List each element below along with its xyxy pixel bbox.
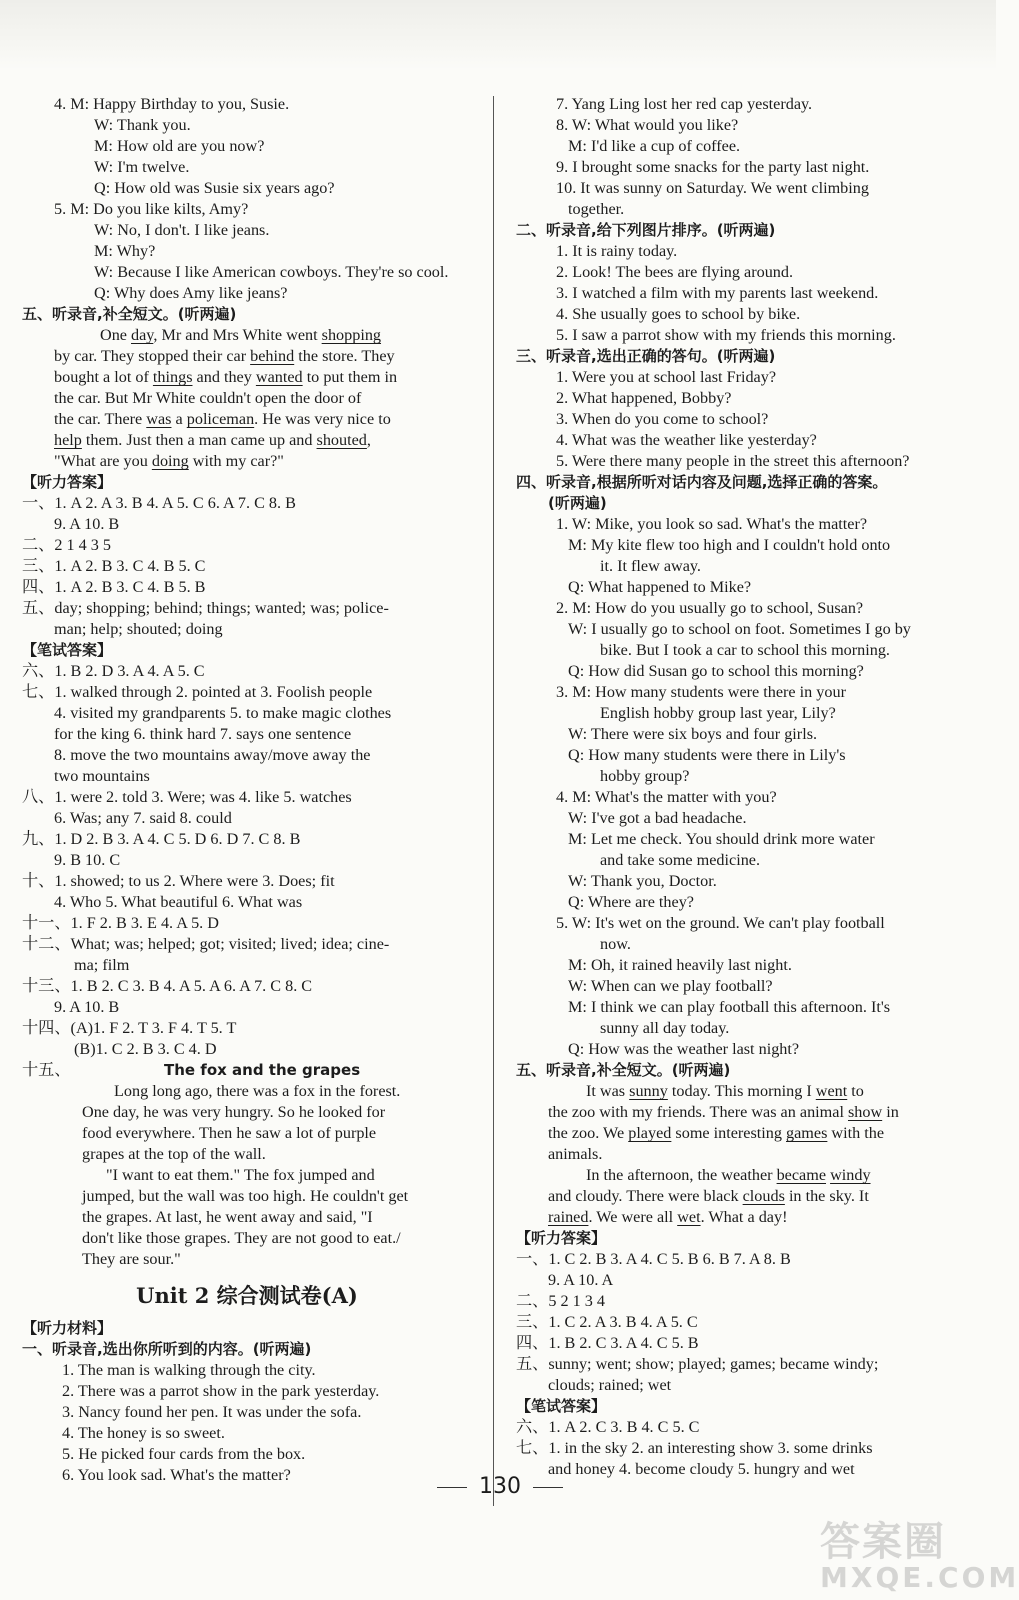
text-line: grapes at the top of the wall.: [82, 1145, 266, 1163]
answer-line: 9. A 10. B: [54, 515, 120, 533]
text-line: 7. Yang Ling lost her red cap yesterday.: [556, 95, 813, 113]
text-line: One day, he was very hungry. So he looked for: [82, 1103, 386, 1121]
text-line: 5. W: It's wet on the ground. We can't play football: [556, 914, 885, 932]
answer-line: 五、sunny; went; show; played; games; became windy;: [516, 1355, 879, 1373]
text-line: 2. Look! The bees are flying around.: [556, 263, 794, 281]
section-heading: 五、听录音,补全短文。(听两遍): [22, 305, 237, 323]
text-line: 2. There was a parrot show in the park yesterday.: [62, 1382, 380, 1400]
right-column: [516, 94, 978, 1480]
text-line: M: Oh, it rained heavily last night.: [568, 956, 792, 974]
section-heading: 【听力材料】: [22, 1319, 113, 1337]
text-line: hobby group?: [600, 767, 690, 785]
text-line: W: I've got a bad headache.: [568, 809, 747, 827]
text-line: W: When can we play football?: [568, 977, 773, 995]
answer-line: 六、1. A 2. C 3. B 4. C 5. C: [516, 1418, 700, 1436]
answer-line: 六、1. B 2. D 3. A 4. A 5. C: [22, 662, 205, 680]
text-line: Q: How old was Susie six years ago?: [94, 179, 335, 197]
text-line: M: I'd like a cup of coffee.: [568, 137, 741, 155]
text-line: 1. Were you at school last Friday?: [556, 368, 777, 386]
answer-line: 九、1. D 2. B 3. A 4. C 5. D 6. D 7. C 8. B: [22, 830, 301, 848]
text-line: Q: How many students were there in Lily's: [568, 746, 846, 764]
text-line: 2. M: How do you usually go to school, Susan?: [556, 599, 864, 617]
answer-line: 二、5 2 1 3 4: [516, 1292, 606, 1310]
text-line: 5. Were there many people in the street this afternoon?: [556, 452, 910, 470]
section-heading: 【听力答案】: [22, 473, 113, 491]
text-line: W: There were six boys and four girls.: [568, 725, 818, 743]
answer-line: 9. B 10. C: [54, 851, 121, 869]
dash-right: [533, 1487, 563, 1488]
text-line: M: How old are you now?: [94, 137, 265, 155]
answer-line: [22, 1060, 472, 1081]
text-line: don't like those grapes. They are not good to eat./: [82, 1229, 401, 1247]
story-title: The fox and the grapes: [164, 1061, 361, 1079]
text-line: 1. It is rainy today.: [556, 242, 678, 260]
text-line: sunny all day today.: [600, 1019, 730, 1037]
section-heading: 二、听录音,给下列图片排序。(听两遍): [516, 221, 776, 239]
answer-line: 一、1. C 2. B 3. A 4. C 5. B 6. B 7. A 8. B: [516, 1250, 791, 1268]
text-line: the car. But Mr White couldn't open the door of: [54, 389, 362, 407]
text-line: 8. W: What would you like?: [556, 116, 739, 134]
text-line: 3. M: How many students were there in your: [556, 683, 846, 701]
text-line: 10. It was sunny on Saturday. We went climbing: [556, 179, 869, 197]
text-line: W: Thank you, Doctor.: [568, 872, 717, 890]
text-line: jumped, but the wall was too high. He couldn't get: [82, 1187, 409, 1205]
text-line: the car. There was a policeman. He was very nice to: [54, 410, 391, 428]
text-line: together.: [568, 200, 625, 218]
answer-line: 8. move the two mountains away/move away the: [54, 746, 371, 764]
section-heading: 【笔试答案】: [22, 641, 113, 659]
text-line: English hobby group last year, Lily?: [600, 704, 836, 722]
page-number-text: 130: [479, 1474, 521, 1499]
text-line: W: I'm twelve.: [94, 158, 190, 176]
watermark-text: 答案圈: [820, 1519, 946, 1565]
answer-line: 十四、(A)1. F 2. T 3. F 4. T 5. T: [22, 1019, 237, 1037]
answer-line: 十二、What; was; helped; got; visited; lived; idea; cine-: [22, 935, 390, 953]
text-line: W: No, I don't. I like jeans.: [94, 221, 270, 239]
text-line: food everywhere. Then he saw a lot of purple: [82, 1124, 377, 1142]
text-line: M: Let me check. You should drink more water: [568, 830, 875, 848]
text-line: One day, Mr and Mrs White went shopping: [100, 326, 382, 344]
text-line: In the afternoon, the weather became windy: [586, 1166, 871, 1184]
text-line: It was sunny today. This morning I went to: [586, 1082, 864, 1100]
text-line: M: I think we can play football this afternoon. It's: [568, 998, 891, 1016]
answer-line: 七、1. in the sky 2. an interesting show 3. some drinks: [516, 1439, 873, 1457]
answer-line: 十三、1. B 2. C 3. B 4. A 5. A 6. A 7. C 8. C: [22, 977, 313, 995]
text-line: 5. I saw a parrot show with my friends this morning.: [556, 326, 896, 344]
text-line: rained. We were all wet. What a day!: [548, 1208, 788, 1226]
text-line: the zoo with my friends. There was an animal show in: [548, 1103, 899, 1121]
section-heading: 三、听录音,选出正确的答句。(听两遍): [516, 347, 776, 365]
text-line: 4. She usually goes to school by bike.: [556, 305, 801, 323]
text-line: Q: What happened to Mike?: [568, 578, 752, 596]
text-line: and take some medicine.: [600, 851, 761, 869]
text-line: M: My kite flew too high and I couldn't hold onto: [568, 536, 891, 554]
answer-line: 四、1. B 2. C 3. A 4. C 5. B: [516, 1334, 699, 1352]
text-line: 6. You look sad. What's the matter?: [62, 1466, 291, 1484]
text-line: 4. What was the weather like yesterday?: [556, 431, 817, 449]
answer-line: ma; film: [74, 956, 130, 974]
section-heading: 一、听录音,选出你所听到的内容。(听两遍): [22, 1340, 312, 1358]
section-heading: 四、听录音,根据所听对话内容及问题,选择正确的答案。: [516, 473, 888, 491]
answer-line: (B)1. C 2. B 3. C 4. D: [74, 1040, 217, 1058]
answer-line: 6. Was; any 7. said 8. could: [54, 809, 232, 827]
section-heading: 五、听录音,补全短文。(听两遍): [516, 1061, 731, 1079]
text-line: 3. Nancy found her pen. It was under the sofa.: [62, 1403, 362, 1421]
text-line: Q: How was the weather last night?: [568, 1040, 800, 1058]
text-line: 5. M: Do you like kilts, Amy?: [54, 200, 249, 218]
text-line: 9. I brought some snacks for the party last night.: [556, 158, 870, 176]
answer-line: 八、1. were 2. told 3. Were; was 4. like 5. watches: [22, 788, 352, 806]
answer-line: 二、2 1 4 3 5: [22, 536, 112, 554]
page-top-band: [0, 0, 996, 70]
answer-line: 4. Who 5. What beautiful 6. What was: [54, 893, 303, 911]
answer-line: and honey 4. become cloudy 5. hungry and wet: [548, 1460, 855, 1478]
text-line: help them. Just then a man came up and shouted,: [54, 431, 371, 449]
text-line: it. It flew away.: [600, 557, 701, 575]
answer-line: 9. A 10. B: [54, 998, 120, 1016]
text-line: 1. W: Mike, you look so sad. What's the matter?: [556, 515, 868, 533]
text-line: "I want to eat them." The fox jumped and: [106, 1166, 375, 1184]
text-line: W: Because I like American cowboys. They're so cool.: [94, 263, 449, 281]
answer-line: 4. visited my grandparents 5. to make magic clothes: [54, 704, 392, 722]
text-line: 3. I watched a film with my parents last weekend.: [556, 284, 879, 302]
answer-line: 七、1. walked through 2. pointed at 3. Foolish people: [22, 683, 373, 701]
text-line: bike. But I took a car to school this morning.: [600, 641, 890, 659]
section-heading: 【笔试答案】: [516, 1397, 607, 1415]
text-line: animals.: [548, 1145, 603, 1163]
text-line: the grapes. At last, he went away and said, "I: [82, 1208, 373, 1226]
answer-line: 十、1. showed; to us 2. Where were 3. Does; fit: [22, 872, 335, 890]
text-line: 4. M: Happy Birthday to you, Susie.: [54, 95, 290, 113]
answer-line: 五、day; shopping; behind; things; wanted; was; police-: [22, 599, 389, 617]
answer-line: 9. A 10. A: [548, 1271, 614, 1289]
text-line: bought a lot of things and they wanted to put them in: [54, 368, 398, 386]
text-line: 4. M: What's the matter with you?: [556, 788, 777, 806]
text-line: Q: How did Susan go to school this morning?: [568, 662, 864, 680]
text-line: They are sour.": [82, 1250, 181, 1268]
text-line: M: Why?: [94, 242, 156, 260]
answer-line: 四、1. A 2. B 3. C 4. B 5. B: [22, 578, 206, 596]
text-line: now.: [600, 935, 631, 953]
answer-line: 一、1. A 2. A 3. B 4. A 5. C 6. A 7. C 8. B: [22, 494, 296, 512]
answer-line: two mountains: [54, 767, 150, 785]
dash-left: [437, 1487, 467, 1488]
watermark-url: MXQE.COM: [820, 1561, 1019, 1594]
text-line: Q: Where are they?: [568, 893, 694, 911]
answer-line: for the king 6. think hard 7. says one sentence: [54, 725, 352, 743]
text-line: W: Thank you.: [94, 116, 191, 134]
text-line: 3. When do you come to school?: [556, 410, 769, 428]
text-line: 2. What happened, Bobby?: [556, 389, 732, 407]
text-line: 5. He picked four cards from the box.: [62, 1445, 306, 1463]
text-line: by car. They stopped their car behind the store. They: [54, 347, 395, 365]
answer-line: 十一、1. F 2. B 3. E 4. A 5. D: [22, 914, 219, 932]
page-number: [410, 1474, 590, 1499]
section-label: 十五、: [22, 1061, 71, 1079]
text-line: Long long ago, there was a fox in the forest.: [114, 1082, 401, 1100]
answer-line: clouds; rained; wet: [548, 1376, 672, 1394]
text-line: W: I usually go to school on foot. Sometimes I go by: [568, 620, 911, 638]
section-heading: 【听力答案】: [516, 1229, 607, 1247]
left-column: [22, 94, 472, 1486]
answer-line: 三、1. C 2. A 3. B 4. A 5. C: [516, 1313, 698, 1331]
text-line: and cloudy. There were black clouds in the sky. It: [548, 1187, 869, 1205]
text-line: 1. The man is walking through the city.: [62, 1361, 316, 1379]
answer-line: 三、1. A 2. B 3. C 4. B 5. C: [22, 557, 206, 575]
text-line: "What are you doing with my car?": [54, 452, 284, 470]
watermark-logo: [820, 1510, 1019, 1594]
answer-line: man; help; shouted; doing: [54, 620, 223, 638]
text-line: Q: Why does Amy like jeans?: [94, 284, 288, 302]
text-line: 4. The honey is so sweet.: [62, 1424, 225, 1442]
column-divider: [493, 96, 494, 1506]
section-heading: (听两遍): [548, 494, 607, 512]
unit-title: Unit 2 综合测试卷(A): [136, 1283, 358, 1308]
text-line: the zoo. We played some interesting games with the: [548, 1124, 885, 1142]
